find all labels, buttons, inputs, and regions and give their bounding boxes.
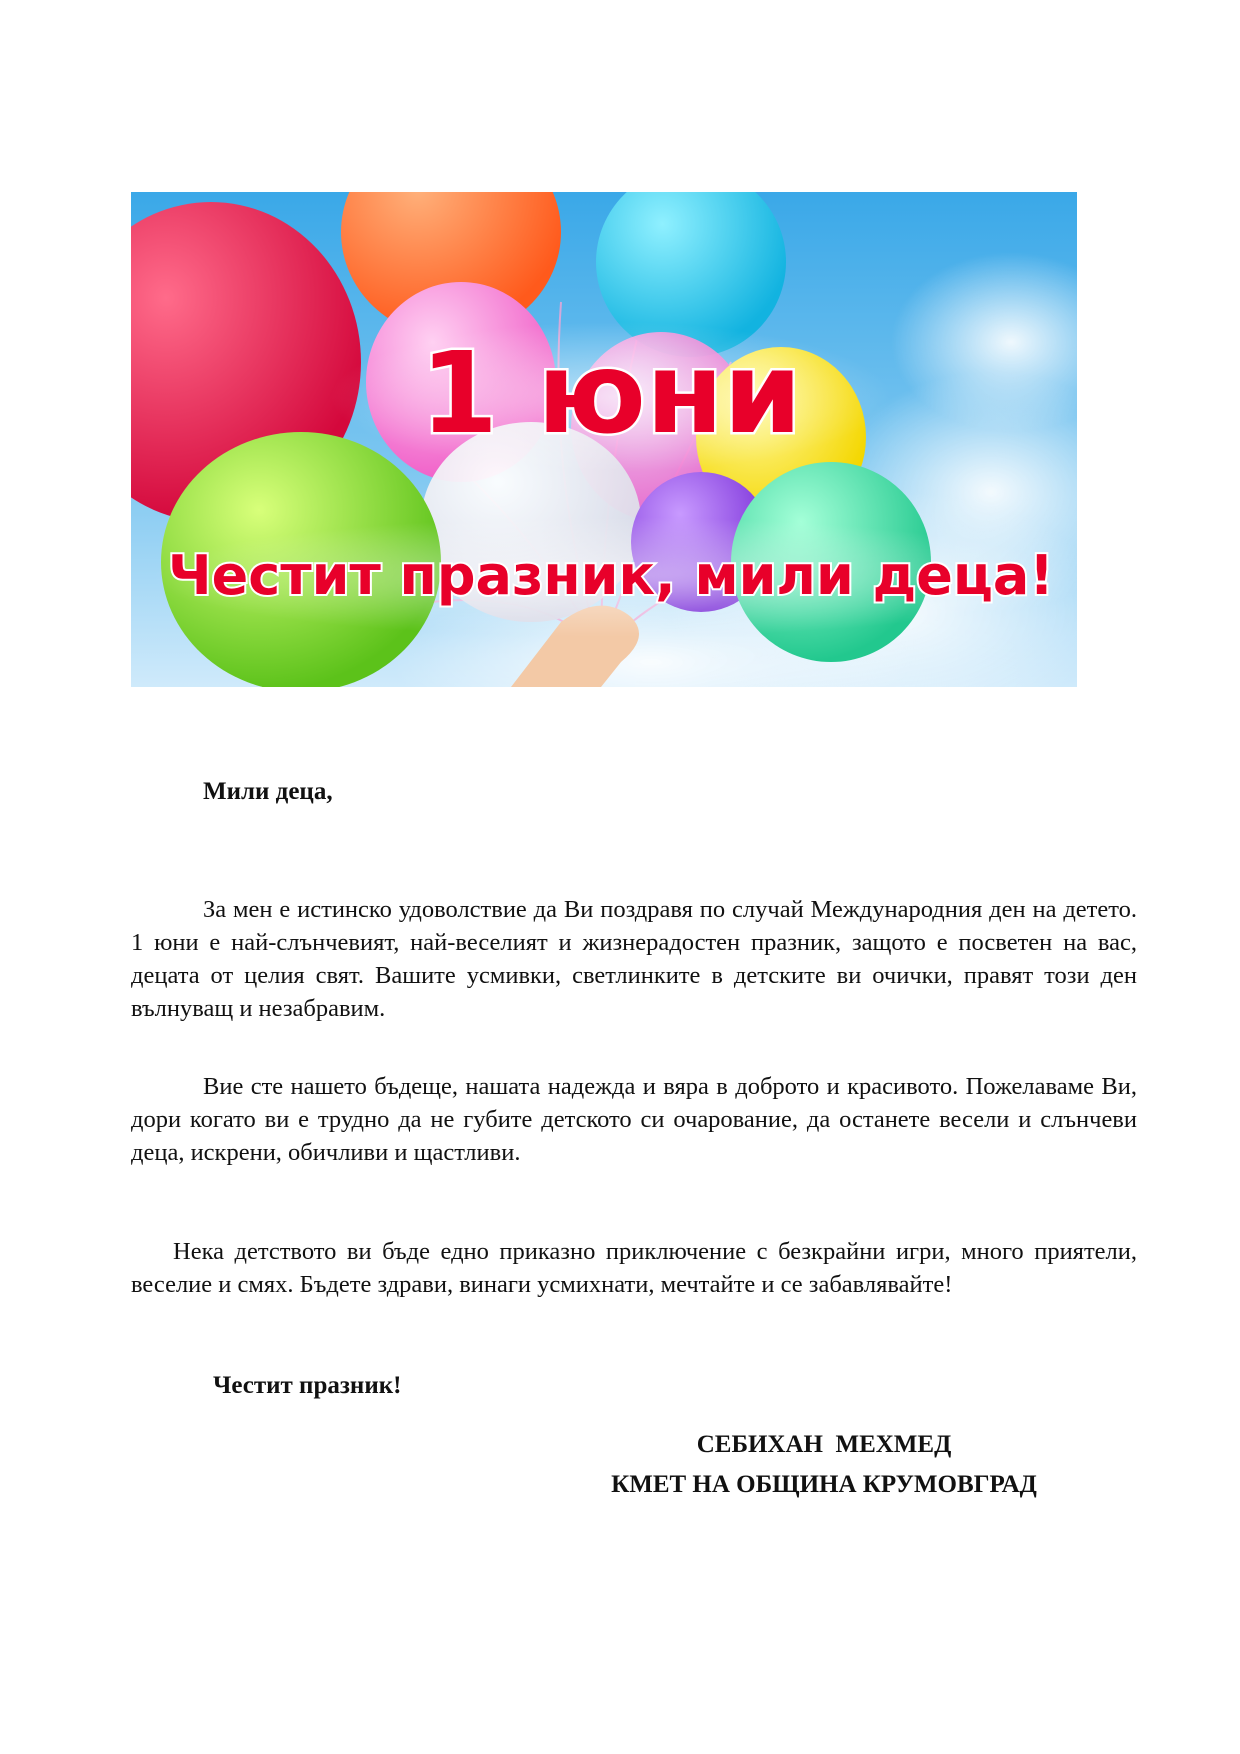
- banner-image: [131, 192, 1077, 687]
- paragraph-3-text: Нека детството ви бъде едно приказно приключение с безкрайни игри, много приятели, веселие и смях. Бъдете здрави, винаги усмихнати, мечтайте и се забавлявайте!: [131, 1238, 1137, 1298]
- closing-wish: Честит празник!: [213, 1372, 402, 1399]
- banner-title-greeting: Честит празник, мили деца!: [168, 544, 1054, 607]
- paragraph-2-text: Вие сте нашето бъдеще, нашата надежда и вяра в доброто и красивото. Пожелаваме Ви, дори когато ви е трудно да не губите детското си очарование, да останете весели и слънчеви деца, искрени, обичливи и щастливи.: [131, 1073, 1137, 1166]
- paragraph-1-text: За мен е истинско удоволствие да Ви поздравя по случай Международния ден на детето. 1 юни е най-слънчевият, най-веселият и жизнерадостен празник, защото е посветен на вас, децата от целия свят. Вашите усмивки, светлинките в детските ви очички, правят този ден вълнуващ и незабравим.: [131, 896, 1137, 1022]
- paragraph-1: [131, 893, 1137, 1025]
- signature-title: КМЕТ НА ОБЩИНА КРУМОВГРАД: [611, 1471, 1037, 1498]
- paragraph-2: [131, 1070, 1137, 1169]
- signature-name: СЕБИХАН МЕХМЕД: [696, 1431, 952, 1458]
- banner-title-date: 1 юни: [420, 329, 802, 459]
- signature-block: [570, 1425, 1078, 1505]
- balloons-illustration: [131, 192, 1077, 687]
- paragraph-3: [131, 1235, 1137, 1301]
- greeting: Мили деца,: [203, 778, 333, 805]
